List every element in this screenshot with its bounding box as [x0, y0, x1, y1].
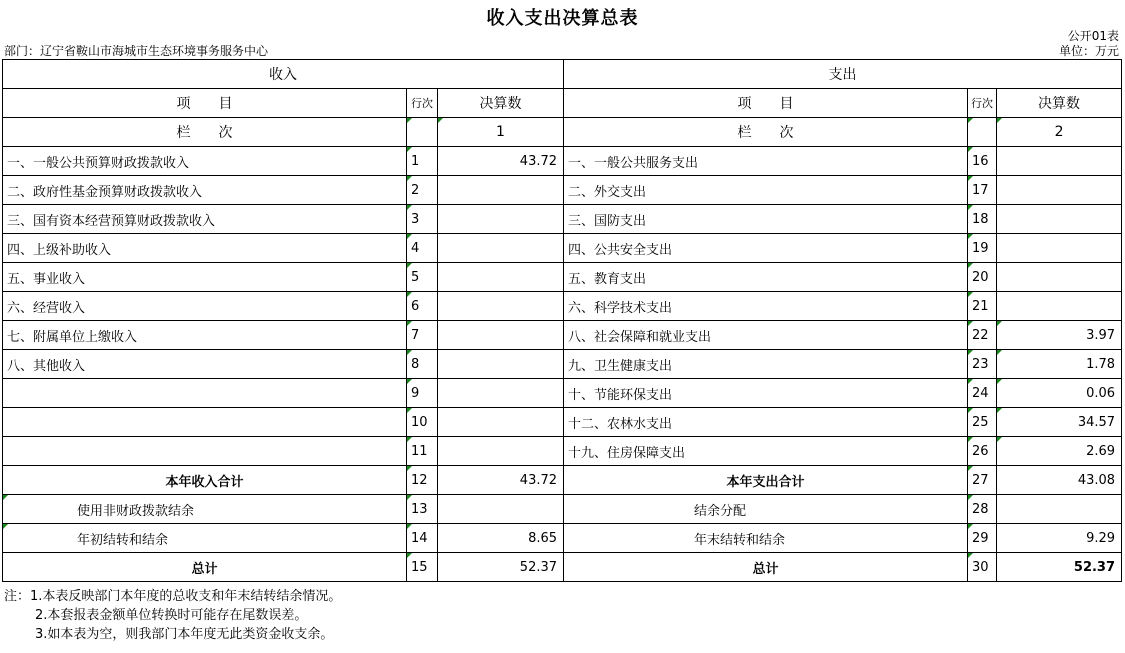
income-item-cell[interactable] [3, 437, 407, 466]
income-amount-cell[interactable] [438, 350, 564, 379]
income-amount-header[interactable]: 决算数 [438, 89, 564, 118]
income-item-cell[interactable]: 七、附属单位上缴收入 [3, 321, 407, 350]
expense-line-cell[interactable]: 19 [968, 234, 997, 263]
department-label: 部门：辽宁省鞍山市海城市生态环境事务服务中心 [4, 44, 269, 58]
summary-table [2, 59, 1122, 582]
expense-year-total-label[interactable]: 本年支出合计 [564, 466, 968, 495]
expense-line-cell[interactable]: 23 [968, 350, 997, 379]
income-item-cell[interactable] [3, 408, 407, 437]
income-amount-cell[interactable] [438, 408, 564, 437]
income-lanci-number[interactable]: 1 [438, 118, 564, 147]
expense-lanci-line[interactable] [968, 118, 997, 147]
section-header-row [3, 60, 1122, 89]
footnote-1: 注：1.本表反映部门本年度的总收支和年末结转结余情况。 [4, 589, 342, 604]
expense-year-total-value[interactable]: 43.08 [997, 466, 1122, 495]
income-amount-cell[interactable] [438, 292, 564, 321]
expense-lanci-label[interactable]: 栏 次 [564, 118, 968, 147]
income-amount-cell[interactable] [438, 321, 564, 350]
expense-amount-cell[interactable]: 1.78 [997, 350, 1122, 379]
income-amount-cell[interactable] [438, 176, 564, 205]
table-row [3, 147, 1122, 176]
income-line-cell[interactable]: 1 [407, 147, 438, 176]
table-row [3, 176, 1122, 205]
expense-amount-cell[interactable] [997, 495, 1122, 524]
expense-line-cell[interactable]: 28 [968, 495, 997, 524]
expense-line-header[interactable]: 行次 [968, 89, 997, 118]
expense-amount-cell[interactable] [997, 292, 1122, 321]
expense-item-cell[interactable]: 五、教育支出 [564, 263, 968, 292]
table-row [3, 234, 1122, 263]
expense-line-cell[interactable]: 29 [968, 524, 997, 553]
income-header[interactable]: 收入 [3, 60, 564, 89]
income-year-total-label[interactable]: 本年收入合计 [3, 466, 407, 495]
income-year-total-value[interactable]: 43.72 [438, 466, 564, 495]
income-item-cell[interactable]: 四、上级补助收入 [3, 234, 407, 263]
expense-line-cell[interactable]: 27 [968, 466, 997, 495]
expense-lanci-number[interactable]: 2 [997, 118, 1122, 147]
opening-carryover-value[interactable]: 8.65 [438, 524, 564, 553]
table-row [3, 292, 1122, 321]
expense-line-cell[interactable]: 24 [968, 379, 997, 408]
expense-item-cell[interactable]: 三、国防支出 [564, 205, 968, 234]
income-grand-total-value[interactable]: 52.37 [438, 553, 564, 582]
income-amount-cell[interactable] [438, 263, 564, 292]
unit-label: 单位：万元 [1058, 44, 1119, 58]
expense-amount-cell[interactable]: 34.57 [997, 408, 1122, 437]
form-code: 公开01表 [1067, 29, 1119, 43]
expense-line-cell[interactable]: 30 [968, 553, 997, 582]
income-line-cell[interactable]: 3 [407, 205, 438, 234]
carryover-row [3, 524, 1122, 553]
expense-item-cell[interactable]: 十二、农林水支出 [564, 408, 968, 437]
table-row [3, 205, 1122, 234]
income-lanci-line[interactable] [407, 118, 438, 147]
income-item-cell[interactable] [3, 379, 407, 408]
income-line-cell[interactable]: 6 [407, 292, 438, 321]
footnote-2: 2.本套报表金额单位转换时可能存在尾数误差。 [35, 608, 308, 623]
expense-item-cell[interactable]: 四、公共安全支出 [564, 234, 968, 263]
income-item-cell[interactable]: 三、国有资本经营预算财政拨款收入 [3, 205, 407, 234]
expense-header[interactable]: 支出 [564, 60, 1122, 89]
year-total-row [3, 466, 1122, 495]
table-row [3, 437, 1122, 466]
expense-item-cell[interactable]: 一、一般公共服务支出 [564, 147, 968, 176]
expense-amount-cell[interactable] [997, 205, 1122, 234]
income-line-cell[interactable]: 5 [407, 263, 438, 292]
income-line-cell[interactable]: 4 [407, 234, 438, 263]
income-lanci-label[interactable]: 栏 次 [3, 118, 407, 147]
lanci-row [3, 118, 1122, 147]
expense-line-cell[interactable]: 25 [968, 408, 997, 437]
closing-carryover-label[interactable]: 年末结转和结余 [564, 524, 968, 553]
income-amount-cell[interactable]: 43.72 [438, 147, 564, 176]
income-line-cell[interactable]: 11 [407, 437, 438, 466]
surplus-distribution-label[interactable]: 结余分配 [564, 495, 968, 524]
income-item-cell[interactable]: 一、一般公共预算财政拨款收入 [3, 147, 407, 176]
expense-line-cell[interactable]: 18 [968, 205, 997, 234]
income-line-cell[interactable]: 13 [407, 495, 438, 524]
table-row [3, 263, 1122, 292]
expense-item-cell[interactable]: 六、科学技术支出 [564, 292, 968, 321]
expense-amount-cell[interactable] [997, 234, 1122, 263]
expense-line-cell[interactable]: 16 [968, 147, 997, 176]
table-row [3, 350, 1122, 379]
balance-row [3, 495, 1122, 524]
income-line-cell[interactable]: 9 [407, 379, 438, 408]
expense-line-cell[interactable]: 17 [968, 176, 997, 205]
expense-amount-cell[interactable] [997, 147, 1122, 176]
expense-amount-cell[interactable] [997, 263, 1122, 292]
income-item-header[interactable]: 项 目 [3, 89, 407, 118]
expense-item-header[interactable]: 项 目 [564, 89, 968, 118]
expense-line-cell[interactable]: 20 [968, 263, 997, 292]
income-line-cell[interactable]: 15 [407, 553, 438, 582]
expense-grand-total-label[interactable]: 总计 [564, 553, 968, 582]
opening-carryover-label[interactable]: 年初结转和结余 [3, 524, 407, 553]
income-amount-cell[interactable] [438, 234, 564, 263]
expense-line-cell[interactable]: 22 [968, 321, 997, 350]
income-line-cell[interactable]: 10 [407, 408, 438, 437]
income-line-cell[interactable]: 12 [407, 466, 438, 495]
income-line-cell[interactable]: 7 [407, 321, 438, 350]
expense-amount-cell[interactable]: 2.69 [997, 437, 1122, 466]
expense-amount-cell[interactable]: 0.06 [997, 379, 1122, 408]
closing-carryover-value[interactable]: 9.29 [997, 524, 1122, 553]
expense-grand-total-value[interactable]: 52.37 [997, 553, 1122, 582]
expense-amount-header[interactable]: 决算数 [997, 89, 1122, 118]
expense-amount-cell[interactable] [997, 176, 1122, 205]
income-item-cell[interactable]: 二、政府性基金预算财政拨款收入 [3, 176, 407, 205]
income-item-cell[interactable]: 八、其他收入 [3, 350, 407, 379]
non-fiscal-balance-label[interactable]: 使用非财政拨款结余 [3, 495, 407, 524]
income-line-cell[interactable]: 2 [407, 176, 438, 205]
income-amount-cell[interactable] [438, 205, 564, 234]
table-row [3, 321, 1122, 350]
expense-item-cell[interactable]: 十、节能环保支出 [564, 379, 968, 408]
footnotes [4, 587, 341, 644]
grand-total-row [3, 553, 1122, 582]
table-row [3, 379, 1122, 408]
expense-item-cell[interactable]: 十九、住房保障支出 [564, 437, 968, 466]
expense-line-cell[interactable]: 26 [968, 437, 997, 466]
income-grand-total-label[interactable]: 总计 [3, 553, 407, 582]
income-item-cell[interactable]: 六、经营收入 [3, 292, 407, 321]
column-header-row [3, 89, 1122, 118]
page-title: 收入支出决算总表 [486, 8, 639, 29]
income-amount-cell[interactable] [438, 495, 564, 524]
income-item-cell[interactable]: 五、事业收入 [3, 263, 407, 292]
income-line-cell[interactable]: 14 [407, 524, 438, 553]
income-line-cell[interactable]: 8 [407, 350, 438, 379]
expense-item-cell[interactable]: 九、卫生健康支出 [564, 350, 968, 379]
expense-line-cell[interactable]: 21 [968, 292, 997, 321]
footnote-3: 3.如本表为空，则我部门本年度无此类资金收支余。 [35, 627, 334, 642]
expense-item-cell[interactable]: 二、外交支出 [564, 176, 968, 205]
table-row [3, 408, 1122, 437]
expense-item-cell[interactable]: 八、社会保障和就业支出 [564, 321, 968, 350]
expense-amount-cell[interactable]: 3.97 [997, 321, 1122, 350]
income-line-header[interactable]: 行次 [407, 89, 438, 118]
income-amount-cell[interactable] [438, 437, 564, 466]
income-amount-cell[interactable] [438, 379, 564, 408]
